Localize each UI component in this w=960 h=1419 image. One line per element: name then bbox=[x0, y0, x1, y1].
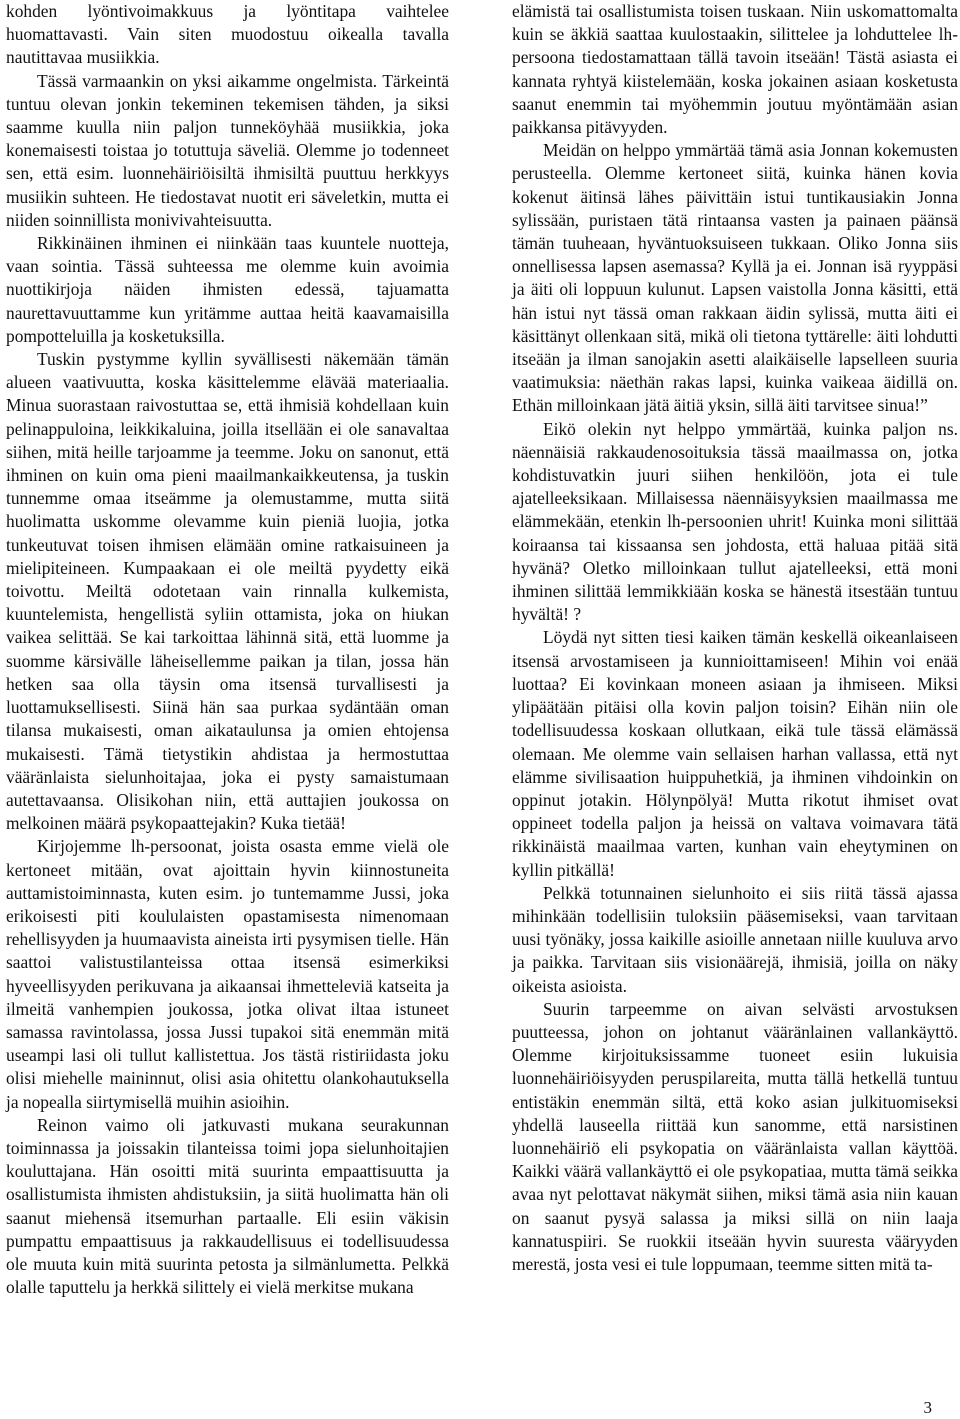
paragraph: Suurin tarpeemme on aivan selvästi arvostuksen puutteessa, johon on johtanut vääränlainen vallankäyttö. Olemme kirjoituksissamme tuoneet esiin lukuisia luonnehäiriöisyyden peruspilareita, mutta tällä hetkellä tuntuu entistäkin enemmän siltä, että koko asian julkituomiseksi yhdellä lauseella riittää kun sanomme, että narsistinen luonnehäiriö eli psykopatia on vääränlaista vallan käyttöä. Kaikki väärä vallankäyttö ei ole psykopatiaa, mutta tämä seikka avaa nyt pelottavat näkymät siihen, miksi tämä asia niin kauan on saanut pysyä salassa ja miksi sillä on niin laaja kannatuspiiri. Se ruokkii itseään hyvin suuresta vääryyden merestä, josta vesi ei tule loppumaan, teemme sitten mitä ta- bbox=[512, 998, 958, 1274]
paragraph: Pelkkä totunnainen sielunhoito ei siis riitä tässä ajassa mihinkään todellisiin tuloksiin pääsemiseksi, vaan tarvitaan uusi työnäky, jossa kaikille asioille annetaan niille kuuluva arvo ja paikka. Tarvitaan siis visionäärejä, ihmisiä, joilla on näky oikeista asioista. bbox=[512, 882, 958, 996]
paragraph: Rikkinäinen ihminen ei niinkään taas kuuntele nuotteja, vaan sointia. Tässä suhteessa me olemme kuin avoimia nuottikirjoja näiden ihmisten edessä, tajuamatta naurettavuuttamme kun yritämme auttaa heitä kaavamaisilla pompotteluilla ja kosketuksilla. bbox=[6, 233, 449, 346]
page-number: 3 bbox=[923, 1398, 932, 1417]
paragraph: Tässä varmaankin on yksi aikamme ongelmista. Tärkeintä tuntuu olevan jonkin tekeminen tekemisen tähden, ja siksi saamme kuulla niin paljon tunneköyhää musiikkia, joka konemaisesti toistaa jo totuttuja säveliä. Olemme jo todenneet sen, että esim. luonnehäiriöisiltä ihmisiltä puuttuu herkkyys musiikin suhteen. He tiedostavat nuotit eri säveletkin, mutta ei niiden soinnillista monivivahteisuutta. bbox=[6, 70, 449, 230]
right-column bbox=[512, 0, 958, 1276]
paragraph: Tuskin pystymme kyllin syvällisesti näkemään tämän alueen vaativuutta, koska käsittelemme elävää materiaalia. Minua suorastaan raivostuttaa se, että ihmisiä kohdellaan kuin pelinappuloina, leikkikaluina, joilla itsellään ei ole sanavaltaa siihen, mitä heille tarjoamme ja teemme. Joku on sanonut, että ihminen on kuin oma pieni maailmankaikkeutensa, ja tuskin tunnemme omaa itseämme ja olemustamme, mutta siitä huolimatta uskomme olevamme kuin pieniä luojia, jotka tunkeutuvat toisen ihmisen elämään omine ratkaisuineen ja mielipiteineen. Kumpaakaan ei ole meiltä pyydetty eikä toivottu. Meiltä odotetaan vain rinnalla kulkemista, kuuntelemista, hengellistä syliin ottamista, joka on hiukan vaikea selittää. Se kai tarkoittaa lähinnä sitä, että luomme ja suomme kärsivälle läheisellemme paikan ja tilan, jossa hän hetken saa olla täysin oma itsensä turvallisesti ja luottamuksellisesti. Siinä hän saa purkaa sydäntään oman tilansa mukaisesti, oman aikataulunsa ja omien ehtojensa mukaisesti. Tämä tietystikin ahdistaa ja hermostuttaa vääränlaista sielunhoitajaa, joka ei pysty samaistumaan autettavaansa. Olisikohan niin, että auttajien joukossa on melkoinen määrä psykopaattejakin? Kuka tietää! bbox=[6, 349, 449, 834]
paragraph: Reinon vaimo oli jatkuvasti mukana seurakunnan toiminnassa ja joissakin tilanteissa toimi jopa sielunhoitajien kouluttajana. Hän osoitti mitä suurinta empaattisuutta ja osallistumista ihmisten ahdistuksiin, ja siitä huolimatta hän oli saanut miehensä itsemurhan partaalle. Eli esiin väkisin pumpattu empaattisuus ja rakkaudellisuus ei todellisuudessa ole muuta kuin mitä suurinta petosta ja silmänlumetta. Pelkkä olalle taputtelu ja herkkä silittely ei vielä merkitse mukana bbox=[6, 1114, 449, 1298]
paragraph: Eikö olekin nyt helppo ymmärtää, kuinka paljon ns. näennäisiä rakkaudenosoituksia tässä maailmassa on, jotka kohdistuvatkin juuri siihen henkilöön, jota ei tule ajatelleeksikaan. Millaisessa näennäisyyksien maailmassa me elämmekään, etenkin lh-persoonien uhrit! Kuinka moni silittää koiraansa tai kissaansa sen johdosta, että haluaa pitää sitä hyvänä? Oletko milloinkaan tullut ajatelleeksi, että moni ihminen silittää lemmikkiään koska se hänestä itsestään tuntuu hyvältä! ? bbox=[512, 418, 958, 625]
paragraph: Meidän on helppo ymmärtää tämä asia Jonnan kokemusten perusteella. Olemme kertoneet siitä, kuinka hänen kovia kokenut äitinsä lähes päivittäin istui tuntikausiakin Jonna sylissään, puristaen tätä rintaansa vasten ja painaen päänsä tämän tuuheaan, hyväntuoksuiseen tukkaan. Oliko Jonna siis onnellisessa lapsen asemassa? Kyllä ja ei. Jonnan isä ryyppäsi ja äiti oli loppuun kulunut. Lapsen vaistolla Jonna käsitti, että hän istui nyt tässä oman rakkaan äidin sylissä, mutta äiti ei käsittänyt ollenkaan sitä, mikä oli tietona tyttärelle: äiti lohdutti itseään ja ilman sanojakin asetti alaikäiselle lapselleen suuria vaatimuksia: näethän rakas lapsi, kuinka vaikeaa äidillä on. Ethän milloinkaan jätä äitiä yksin, sillä äiti tarvitsee sinua!” bbox=[512, 140, 958, 416]
paragraph: elämistä tai osallistumista toisen tuskaan. Niin uskomattomalta kuin se äkkiä saattaa kuulostaakin, silittelee ja lohduttelee lh-persoona tiedostamattaan tällä tavoin itseään! Tästä asiasta ei kannata ryhtyä kiistelemään, koska jokainen asiaan kosketusta saanut enemmin tai myöhemmin joutuu myöntämään asian paikkansa pitävyyden. bbox=[512, 1, 958, 138]
left-column bbox=[6, 0, 449, 1299]
paragraph: Löydä nyt sitten tiesi kaiken tämän keskellä oikeanlaiseen itsensä arvostamiseen ja kunnioittamiseen! Mihin voi enää luottaa? Ei kovinkaan moneen asiaan ja ihmiseen. Miksi ylipäätään pitäisi olla kovin paljon toisin? Eihän niin ole todellisuudessa koskaan ollutkaan, eikä tule tässä elämässä olemaan. Me olemme vain sellaisen harhan vallassa, että nyt elämme sivilisaation huippuhetkiä, ja ihminen vihdoinkin on oppinut jotakin. Hölynpölyä! Mutta rikotut ihmiset ovat oppineet todella paljon ja heissä on valtava voimavara tätä rikkinäistä maailmaa varten, kunhan vain eheytyminen on kyllin pitkällä! bbox=[512, 627, 958, 880]
paragraph: Kirjojemme lh-persoonat, joista osasta emme vielä ole kertoneet mitään, ovat ajoittain hyvin kiinnostuneita auttamistoiminnasta, kuten esim. jo tuntemamme Jussi, joka erikoisesti piti koululaisten opastamisesta nimenomaan rehellisyyden ja huumaavista aineista irti pysymisen tielle. Hän saattoi valistustilanteissa ottaa itsensä esimerkiksi hyveellisyyden perikuvana ja aikaansai ihmetteleviä katseita ja ilmeitä vanhempien joukossa, jotka olivat iltaa istuneet samassa ravintolassa, jossa Jussi tupakoi sitä enemmän mitä useampi lasi oli tullut kallistettua. Jos tästä ristiriidasta joku olisi miehelle maininnut, olisi asia ohitettu olankohautuksella ja nopealla siirtymisellä muihin asioihin. bbox=[6, 836, 449, 1112]
paragraph: kohden lyöntivoimakkuus ja lyöntitapa vaihtelee huomattavasti. Vain siten muodostuu oikealla tavalla nautittavaa musiikkia. bbox=[6, 1, 449, 68]
